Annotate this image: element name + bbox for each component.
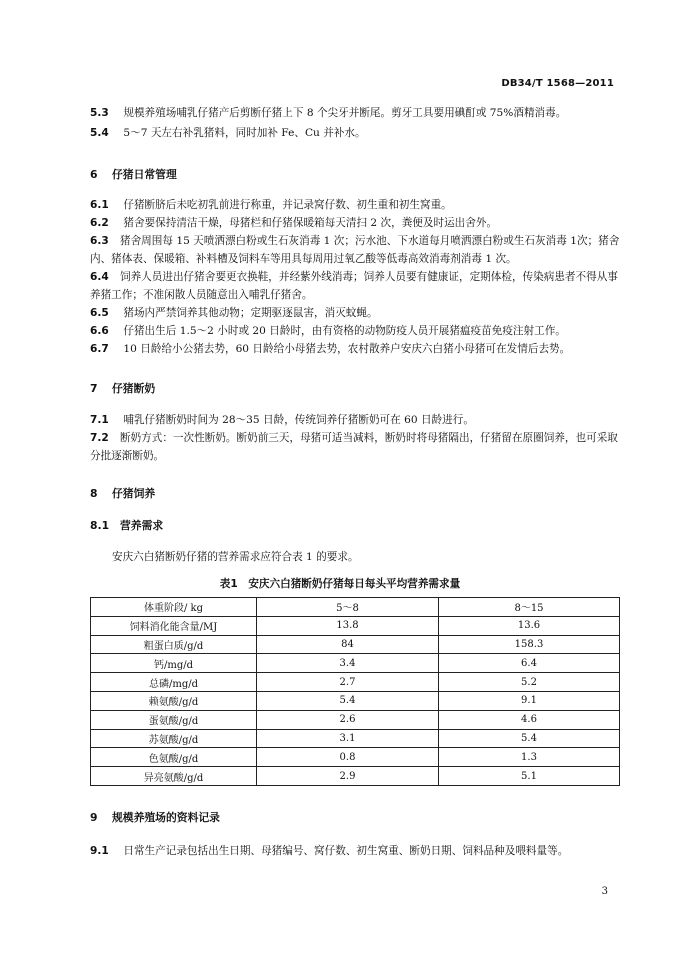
table-cell: 9.1 xyxy=(439,691,620,710)
table-row xyxy=(91,691,620,710)
table-row xyxy=(91,767,620,786)
clause-number: 6.7 xyxy=(90,343,109,355)
clause-6-7 xyxy=(90,340,620,358)
table-cell: 1.3 xyxy=(439,748,620,767)
section-8-heading xyxy=(90,486,155,501)
clause-number: 5.3 xyxy=(90,107,109,119)
standard-code: DB34/T 1568—2011 xyxy=(501,78,614,89)
table-row-label: 异亮氨酸/g/d xyxy=(91,767,257,786)
table-cell: 2.9 xyxy=(257,767,439,786)
table-cell: 5～8 xyxy=(257,598,439,617)
table-caption: 表1 安庆六白猪断奶仔猪每日每头平均营养需求量 xyxy=(219,578,461,590)
section-number: 6 xyxy=(90,168,98,181)
table-row-label: 钙/mg/d xyxy=(91,654,257,673)
subsection-title: 营养需求 xyxy=(120,519,164,532)
table-row-label: 苏氨酸/g/d xyxy=(91,729,257,748)
clause-number: 6.1 xyxy=(90,199,109,211)
clause-5-3 xyxy=(90,104,620,122)
table-row-label: 蛋氨酸/g/d xyxy=(91,710,257,729)
page-number: 3 xyxy=(601,886,608,897)
table-intro-text: 安庆六白猪断奶仔猪的营养需求应符合表 1 的要求。 xyxy=(112,551,359,563)
clause-number: 5.4 xyxy=(90,127,109,139)
section-title: 仔猪日常管理 xyxy=(112,168,177,181)
clause-number: 6.2 xyxy=(90,217,109,229)
section-7-heading xyxy=(90,381,155,396)
clause-text: 日常生产记录包括出生日期、母猪编号、窝仔数、初生窝重、断奶日期、饲料品种及喂料量等。 xyxy=(123,845,569,857)
table-cell: 2.7 xyxy=(257,673,439,692)
table-row xyxy=(91,598,620,617)
table-row-label: 色氨酸/g/d xyxy=(91,748,257,767)
table-cell: 5.2 xyxy=(439,673,620,692)
table-row xyxy=(91,729,620,748)
table-row-label: 饲料消化能含量/MJ xyxy=(91,616,257,635)
clause-text: 猪场内严禁饲养其他动物；定期驱逐鼠害，消灭蚊蝇。 xyxy=(123,307,378,319)
table-row xyxy=(91,635,620,654)
clause-text: 5～7 天左右补乳猪料，同时加补 Fe、Cu 并补水。 xyxy=(123,127,366,139)
clause-number: 9.1 xyxy=(90,845,109,857)
table-row xyxy=(91,673,620,692)
table-cell: 5.4 xyxy=(439,729,620,748)
clause-7-1 xyxy=(90,411,620,429)
clause-6-1 xyxy=(90,196,620,214)
clause-text: 规模养殖场哺乳仔猪产后剪断仔猪上下 8 个尖牙并断尾。剪牙工具要用碘酊或 75%酒精消毒。 xyxy=(123,107,567,119)
table-cell: 0.8 xyxy=(257,748,439,767)
section-title: 仔猪断奶 xyxy=(112,382,156,395)
table-cell: 2.6 xyxy=(257,710,439,729)
table-cell: 3.1 xyxy=(257,729,439,748)
table-row xyxy=(91,616,620,635)
clause-number: 6.5 xyxy=(90,307,109,319)
table-cell: 84 xyxy=(257,635,439,654)
clause-text: 10 日龄给小公猪去势，60 日龄给小母猪去势，农村散养户安庆六白猪小母猪可在发情后去势。 xyxy=(123,343,571,355)
clause-5-4 xyxy=(90,124,620,142)
table-cell: 4.6 xyxy=(439,710,620,729)
table-cell: 6.4 xyxy=(439,654,620,673)
table-cell: 5.1 xyxy=(439,767,620,786)
section-9-heading xyxy=(90,810,220,825)
clause-text: 猪舍要保持清洁干燥，母猪栏和仔猪保暖箱每天清扫 2 次，粪便及时运出舍外。 xyxy=(123,217,498,229)
clause-6-3 xyxy=(90,232,620,268)
section-6-heading xyxy=(90,167,177,182)
table-cell: 8～15 xyxy=(439,598,620,617)
table-row xyxy=(91,710,620,729)
table-row-label: 总磷/mg/d xyxy=(91,673,257,692)
table-row-label: 粗蛋白质/g/d xyxy=(91,635,257,654)
section-number: 9 xyxy=(90,811,98,824)
clause-number: 7.2 xyxy=(90,432,109,444)
clause-6-6 xyxy=(90,322,620,340)
clause-text: 仔猪出生后 1.5～2 小时或 20 日龄时，由有资格的动物防疫人员开展猪瘟疫苗免疫注射工作。 xyxy=(123,325,566,337)
table-cell: 13.6 xyxy=(439,616,620,635)
table-row-label: 赖氨酸/g/d xyxy=(91,691,257,710)
table-row xyxy=(91,654,620,673)
table-cell: 5.4 xyxy=(257,691,439,710)
clause-text: 仔猪断脐后未吃初乳前进行称重，并记录窝仔数、初生重和初生窝重。 xyxy=(123,199,452,211)
table-cell: 158.3 xyxy=(439,635,620,654)
clause-number: 6.4 xyxy=(90,271,109,283)
section-title: 仔猪饲养 xyxy=(112,487,156,500)
table-cell: 3.4 xyxy=(257,654,439,673)
clause-9-1 xyxy=(90,842,620,860)
table-cell: 13.8 xyxy=(257,616,439,635)
clause-text: 断奶方式：一次性断奶。断奶前三天，母猪可适当减料，断奶时将母猪隔出，仔猪留在原圈饲养，也可采取分批逐渐断奶。 xyxy=(90,432,618,462)
section-number: 8 xyxy=(90,487,98,500)
clause-number: 6.6 xyxy=(90,325,109,337)
clause-number: 7.1 xyxy=(90,414,109,426)
clause-7-2 xyxy=(90,429,620,465)
clause-6-4 xyxy=(90,268,620,304)
clause-6-5 xyxy=(90,304,620,322)
table-row xyxy=(91,748,620,767)
section-number: 7 xyxy=(90,382,98,395)
table-row-label: 体重阶段/ kg xyxy=(91,598,257,617)
clause-number: 6.3 xyxy=(90,235,109,247)
clause-6-2 xyxy=(90,214,620,232)
section-title: 规模养殖场的资料记录 xyxy=(112,811,220,824)
clause-text: 猪舍周围每 15 天喷洒漂白粉或生石灰消毒 1 次；污水池、下水道每月喷洒漂白粉或生石灰消毒 1次；猪舍内、猪体表、保暖箱、补料槽及饲料车等用具每周用过氧乙酸等低毒高效消毒剂消毒 1 次。 xyxy=(90,235,620,265)
nutrition-table xyxy=(90,597,620,786)
clause-text: 饲养人员进出仔猪舍要更衣换鞋，并经紫外线消毒；饲养人员要有健康证，定期体检，传染病患者不得从事养猪工作；不准闲散人员随意出入哺乳仔猪舍。 xyxy=(90,271,618,301)
subsection-8-1-heading xyxy=(90,518,163,533)
clause-text: 哺乳仔猪断奶时间为 28～35 日龄，传统饲养仔猪断奶可在 60 日龄进行。 xyxy=(123,414,474,426)
subsection-number: 8.1 xyxy=(90,519,110,532)
